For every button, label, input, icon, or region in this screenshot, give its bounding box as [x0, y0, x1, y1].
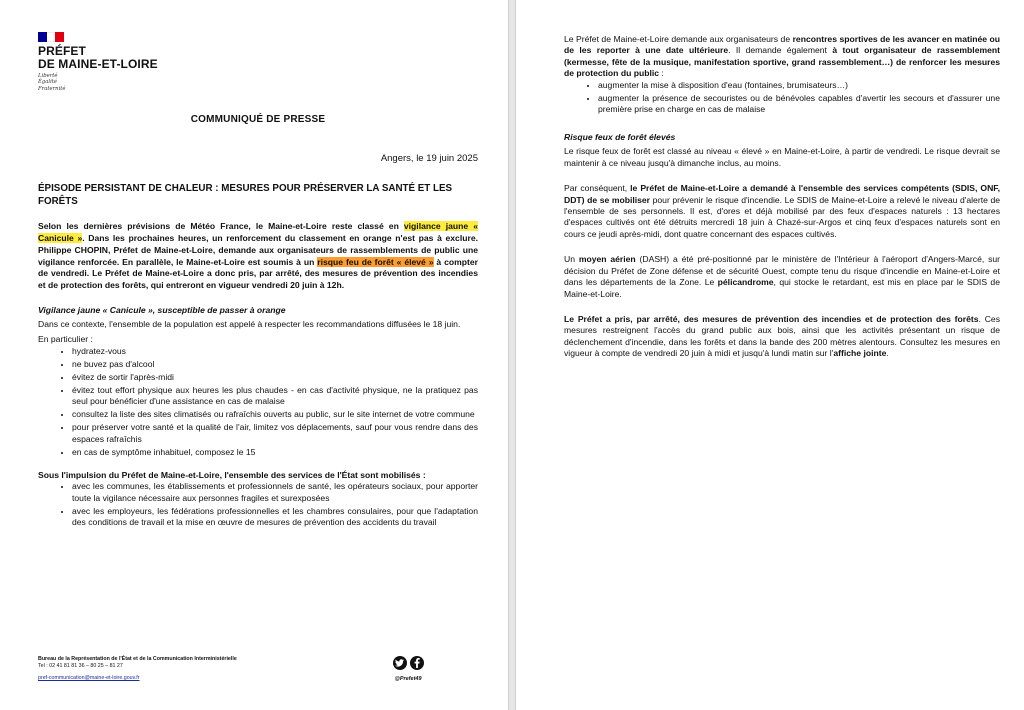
aerial-text-3: , qui stocke le retardant, est mis en place par le SDIS de Maine-et-Loire. — [564, 277, 1000, 299]
aerial-bold-2: pélicandrome — [717, 277, 774, 288]
consequence-bold: le Préfet de Maine-et-Loire a demandé à l'ensemble des services compétents (SDIS, ONF, DDT) de se mobiliser — [564, 183, 1000, 205]
aerial-paragraph — [564, 254, 1000, 300]
footer-office: Bureau de la Représentation de l'État et de la Communication Interministérielle — [38, 656, 237, 662]
prefecture-title-line1: PRÉFET — [38, 44, 86, 58]
twitter-icon[interactable] — [393, 656, 407, 670]
social-block — [378, 656, 438, 682]
motto-liberte: Liberté — [38, 73, 58, 79]
sport-bold-1: rencontres sportives de les avancer en matinée ou de les reporter à une date ultérieure — [564, 34, 1001, 56]
list-item: • avec les employeurs, les fédérations professionnelles et les chambres consulaires, pour que l'adaptation des conditions de travail et la mise en œuvre de mesures de prévention des accidents du travail — [72, 506, 478, 529]
motto-fraternite: Fraternité — [38, 85, 66, 92]
motto-egalite: Égalité — [38, 79, 58, 86]
sport-paragraph — [564, 34, 1000, 80]
prefecture-title-line2: DE MAINE-ET-LOIRE — [38, 57, 158, 71]
en-particulier-label: En particulier : — [38, 334, 93, 345]
list-item: • hydratez-vous — [72, 346, 478, 357]
communique-heading: COMMUNIQUÉ DE PRESSE — [190, 114, 326, 126]
recommendations-list — [38, 346, 478, 458]
intro-text-3: à compter de vendredi. Le Préfet de Maine-et-Loire a donc pris, par arrêté, des mesures de prévention des incendies et de protection des forêts, qui entreront en vigueur vendredi 20 juin à 12h. — [38, 256, 478, 291]
services-list — [38, 481, 478, 528]
consequence-text-2: pour prévenir le risque d'incendie. Le SDIS de Maine-et-Loire a relevé le niveau d'alerte de l'ensemble de ses personnels. Il est, d'ores et déjà mobilisé par des feux d'espaces naturels : 13 hectares d'espaces cultivés ont été détruits mercredi 18 juin à Chazé-sur-Argos et cinq feux d'espaces naturels sont en cours ce jeudi après-midi, dont quatre concernant des espaces cultivés. — [564, 194, 1000, 239]
footer-email-link[interactable]: pref-communication@maine-et-loire.gouv.fr — [38, 675, 140, 681]
press-headline: ÉPISODE PERSISTANT DE CHALEUR : MESURES POUR PRÉSERVER LA SANTÉ ET LES FORÊTS — [38, 183, 453, 208]
list-item: • pour préserver votre santé et la qualité de l'air, limitez vos déplacements, sauf pour vous rendre dans des espaces rafraîchis — [72, 422, 478, 445]
sport-text-3: : — [659, 68, 664, 79]
footer-phone: Tel : 02 41 81 81 36 – 80 25 – 81 27 — [38, 663, 123, 669]
prefecture-title — [38, 45, 478, 71]
aerial-text-2: (DASH) a été pré-positionné par le ministère de l'Intérieur à l'aéroport d'Angers-Marcé, sur décision du Préfet de Zone défense et de sécurité Ouest, compte tenu du risque d'incendie en Maine-et-Loire et dans les départements de la Zone. Le — [564, 254, 1001, 288]
list-item: • avec les communes, les établissements et professionnels de santé, les opérateurs sociaux, pour apporter toute la vigilance nécessaire aux personnes fragiles et surexposées — [72, 481, 478, 504]
list-item: • augmenter la mise à disposition d'eau (fontaines, brumisateurs…) — [598, 80, 1000, 91]
aerial-bold-1: moyen aérien — [578, 254, 636, 265]
sport-text-1: Le Préfet de Maine-et-Loire demande aux organisateurs de — [564, 34, 793, 44]
sport-bold-2: à tout organisateur de rassemblement (kermesse, fête de la musique, manifestation sportive, grand rassemblement…) de renforcer les mesures de protection du public — [564, 45, 1001, 79]
decree-text-2: . — [886, 348, 889, 359]
decree-paragraph — [564, 314, 1000, 360]
intro-text-1: Selon les dernières prévisions de Météo France, le Maine-et-Loire reste classé en — [38, 221, 404, 232]
decree-bold-1: Le Préfet a pris, par arrêté, des mesures de prévention des incendies et de protection des forêts — [564, 313, 979, 324]
list-item: • évitez de sortir l'après-midi — [72, 372, 478, 383]
services-heading: Sous l'impulsion du Préfet de Maine-et-Loire, l'ensemble des services de l'État sont mobilisés : — [38, 470, 426, 481]
intro-text-2: . Dans les prochaines heures, un renforcement du classement en orange n'est pas à exclure. Philippe CHOPIN, Préfet de Maine-et-Loire, demande aux organisateurs de rassemblements de public une vigilance renforcée. En parallèle, le Maine-et-Loire est soumis à un — [38, 233, 478, 267]
vigilance-highlight: vigilance jaune « Canicule » — [38, 221, 479, 244]
republic-motto — [38, 73, 478, 92]
consequence-paragraph — [564, 183, 1000, 240]
fire-risk-text: Le risque feux de forêt est classé au niveau « élevé » en Maine-et-Loire, à partir de vendredi. Le risque devrait se maintenir à ce niveau jusqu'à dimanche inclus, au moins. — [564, 146, 1000, 168]
press-date: Angers, le 19 juin 2025 — [380, 153, 478, 165]
fire-risk-subheading: Risque feux de forêt élevés — [564, 132, 676, 143]
list-item: • en cas de symptôme inhabituel, composez le 15 — [72, 447, 478, 458]
page-left — [0, 0, 508, 710]
vigilance-subheading: Vigilance jaune « Canicule », susceptible de passer à orange — [38, 305, 286, 315]
list-item: • ne buvez pas d'alcool — [72, 359, 478, 370]
intro-paragraph — [38, 221, 478, 292]
twitter-handle[interactable]: @Prefet49 — [394, 676, 422, 682]
page-divider — [508, 0, 516, 710]
consequence-text-1: Par conséquent, — [564, 183, 631, 194]
page-right — [516, 0, 1024, 710]
vigilance-text: Dans ce contexte, l'ensemble de la population est appelé à respecter les recommandations diffusées le 18 juin. — [38, 319, 461, 329]
list-item: • augmenter la présence de secouristes ou de bénévoles capables d'avertir les secours et d'assurer une première prise en charge en cas de malaise — [598, 93, 1000, 116]
fire-risk-highlight: risque feu de forêt « élevé » — [317, 256, 434, 267]
list-item: • évitez tout effort physique aux heures les plus chaudes - en cas d'activité physique, ne la pratiquez pas seul pour bénéficier d'une assistance en cas de malaise — [72, 385, 478, 408]
aerial-text-1: Un — [564, 254, 579, 265]
sport-measures-list — [564, 80, 1000, 116]
facebook-icon[interactable] — [410, 656, 424, 670]
decree-text-1: . Ces mesures restreignent l'accès du grand public aux bois, ainsi que les activités présentant un risque de déclenchement d'incendie, dans les forêts et dans la bande des 200 mètres alentours. Consultez les mesures en vigueur à compte de vendredi 20 juin à midi et jusqu'à lundi matin sur l' — [564, 313, 1000, 359]
decree-bold-2: affiche jointe — [833, 348, 887, 359]
french-flag-icon — [38, 32, 64, 42]
list-item: • consultez la liste des sites climatisés ou rafraîchis ouverts au public, sur le site internet de votre commune — [72, 409, 478, 420]
sport-text-2: . Il demande également — [728, 45, 833, 56]
marianne-logo — [38, 32, 478, 92]
